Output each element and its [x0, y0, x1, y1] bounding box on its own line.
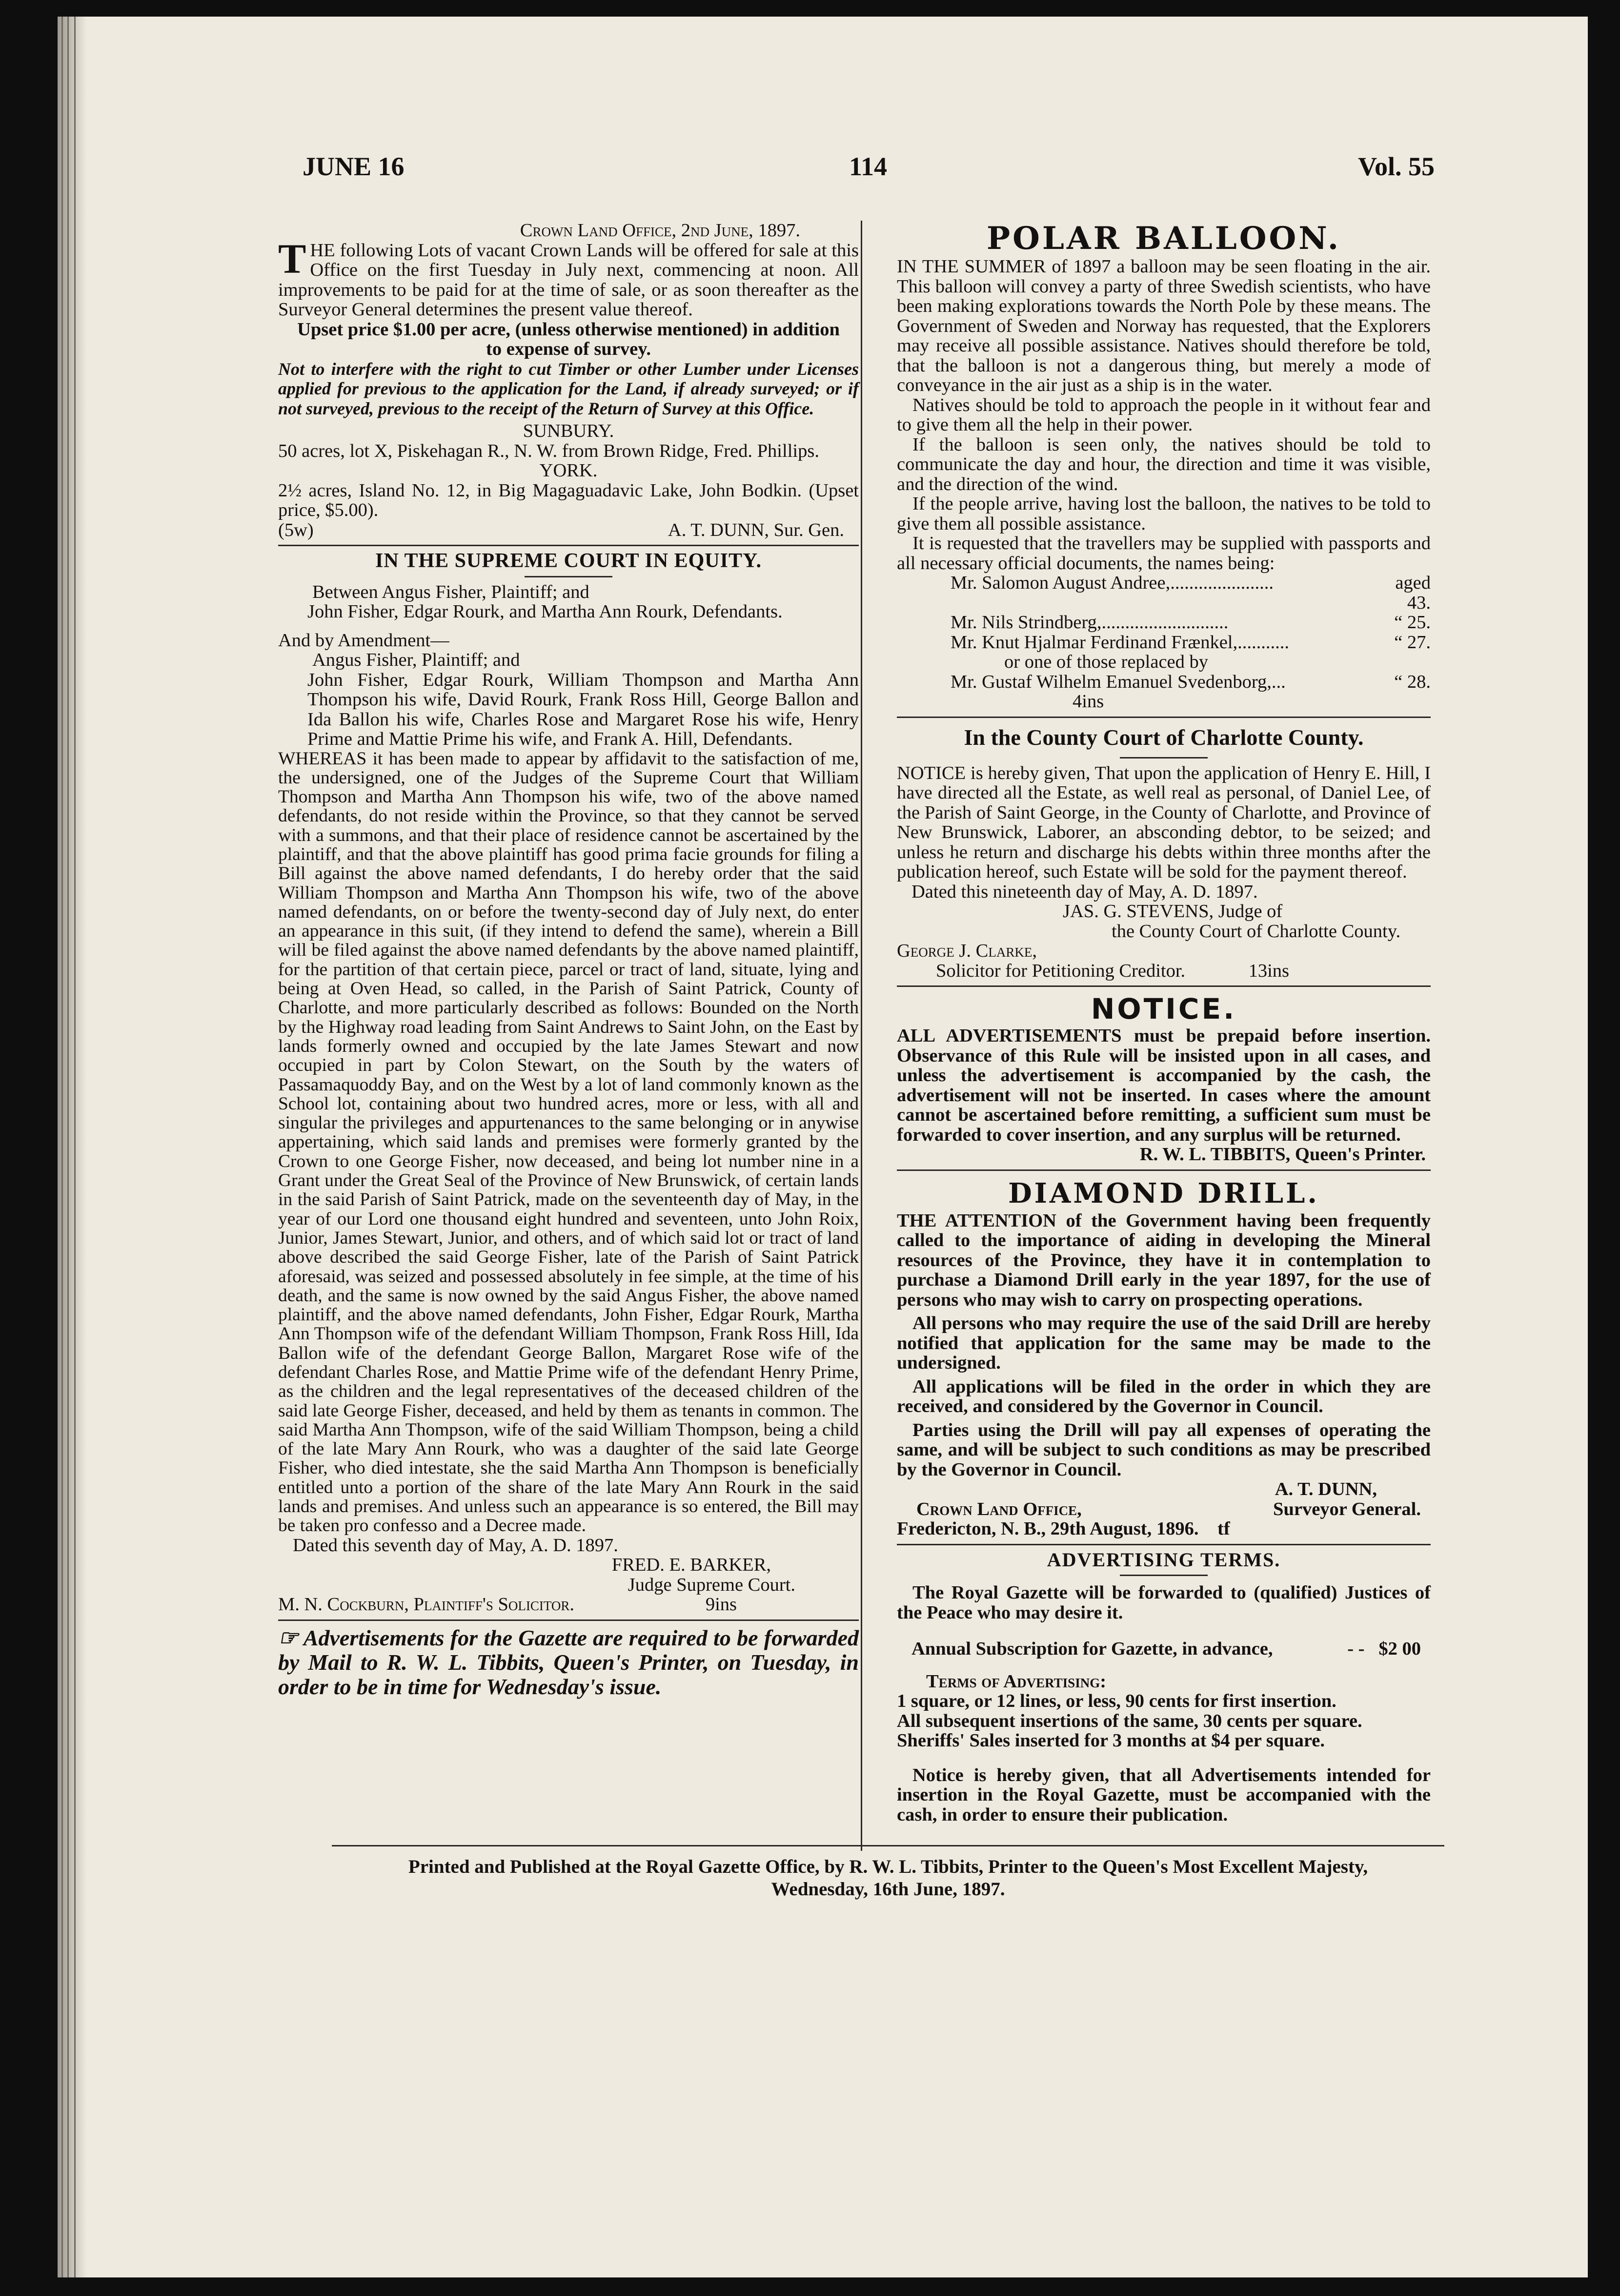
term-line: Sheriffs' Sales inserted for 3 months at $4 per square. [897, 1730, 1325, 1751]
judge-name: FRED. E. BARKER, [611, 1555, 771, 1576]
plaintiff-amended: Angus Fisher, Plaintiff; and [312, 650, 520, 670]
county-body: NOTICE is hereby given, That upon the application of Henry E. Hill, I have directed all the Estate, as well real as personal, of Daniel Lee, of the Parish of Saint George, in the County of Charlotte, and Province of New Brunswick, Laborer, an absconding debtor, to be seized; and unless he return and discharge his debts within three months after the publication hereof, such Estate will be sold for the payment thereof. [897, 762, 1431, 882]
drill-p3: All applications will be filed in the order in which they are received, and considered by the Governor in Council. [897, 1376, 1431, 1416]
notice-body: ALL ADVERTISEMENTS must be prepaid before insertion. Observance of this Rule will be insisted upon in all cases, and unless the advertisement is accompanied by the cash, the advertisement will not be inserted. In cases where the amount cannot be ascertained before remitting, a sufficient sum must be forwarded to cover insertion, and any surplus will be returned. [897, 1025, 1431, 1145]
subscription-label: Annual Subscription for Gazette, in advance, [911, 1639, 1273, 1659]
supreme-court-notice [278, 551, 859, 1615]
explorer-row: or one of those replaced by [1004, 652, 1208, 672]
volume-number: Vol. 55 [1357, 152, 1435, 181]
explorer-list [897, 573, 1431, 692]
drill-signature-title: Surveyor General. [1273, 1498, 1421, 1519]
crown-land-notice [278, 221, 859, 540]
polar-p2: Natives should be told to approach the people in it without fear and to give them all the help in their power. [897, 394, 1431, 435]
creditor-name: George J. Clarke, [897, 941, 1037, 961]
timber-notice: Not to interfere with the right to cut Timber or other Lumber under Licenses applied for previous to the application for the Land, if already surveyed; or if not surveyed, previous to the receipt of the Return of Survey at this Office. [278, 359, 859, 418]
county-sunbury: SUNBURY. [523, 421, 614, 441]
between-line: Between Angus Fisher, Plaintiff; and [312, 581, 589, 602]
left-column [278, 221, 859, 1773]
subscription-dashes: - - [1347, 1639, 1365, 1659]
footer-rule [332, 1845, 1444, 1846]
polar-title: POLAR BALLOON. [987, 220, 1341, 257]
creditor-role: Solicitor for Petitioning Creditor. [936, 960, 1186, 981]
county-title: In the County Court of Charlotte County. [964, 724, 1364, 750]
county-judge: JAS. G. STEVENS, Judge of [1063, 901, 1283, 922]
explorer-row: Mr. Nils Strindberg,........................... “ 25. [951, 612, 1431, 633]
polar-p3: If the balloon is seen only, the natives should be told to communicate the day and hour, the direction and time it was visible, and the direction of the wind. [897, 434, 1431, 494]
insertions: (5w) [278, 519, 314, 540]
terms-heading: Terms of Advertising: [926, 1671, 1107, 1692]
plaintiff-solicitor: M. N. Cockburn, Plaintiff's Solicitor. [278, 1594, 575, 1615]
judge-title: Judge Supreme Court. [628, 1574, 795, 1595]
sale-intro: HE following Lots of vacant Crown Lands will be offered for sale at this Office on the first Tuesday in July next, commencing at noon. All improvements to be paid for at the time of sale, or as soon thereafter as the Surveyor General determines the present value thereof. [278, 240, 859, 320]
right-column [897, 220, 1431, 1825]
prepaid-notice [897, 992, 1431, 1165]
advert-deadline-text: Advertisements for the Gazette are required to be forwarded by Mail to R. W. L. Tibbits, Queen's Printer, on Tuesday, in order to be in time for Wednesday's issue. [278, 1625, 859, 1699]
notice-title: NOTICE. [1091, 992, 1237, 1025]
polar-p1: IN THE SUMMER of 1897 a balloon may be seen floating in the air. This balloon will convey a party of three Swedish scientists, who have been making explorations towards the North Pole by these means. The Government of Sweden and Norway has requested, that the Explorers may receive all possible assistance. Natives should therefore be told, that the balloon is not a dangerous thing, but merely a mode of conveyance in the air just as a ship is in the water. [897, 256, 1431, 395]
defendants-amended: John Fisher, Edgar Rourk, William Thompson and Martha Ann Thompson his wife, David Rourk, Frank Ross Hill, George Ballon and Ida Ballon his wife, Charles Rose and Margaret Rose his wife, Henry Prime and Mattie Prime his wife, and Frank A. Hill, Defendants. [307, 669, 859, 749]
order-body: WHEREAS it has been made to appear by affidavit to the satisfaction of me, the undersigned, one of the Judges of the Supreme Court that William Thompson and Martha Ann Thompson his wife, two of the above named defendants, do not reside within the Province, so that they cannot be served with a summons, and that their place of residence cannot be ascertained by the plaintiff, and that the above plaintiff has good prima facie grounds for filing a Bill against the above named defendants, I do hereby order that the said William Thompson and Martha Ann Thompson his wife, two of the above named defendants, on or before the twenty-second day of July next, do enter an appearance in this suit, (if they intend to defend the same), wherein a Bill will be filed against the above named defendants by the above named plaintiff, for the partition of that certain piece, parcel or tract of land, situate, lying and being at Oven Head, so called, in the Parish of Saint Patrick, County of Charlotte, and more particularly described as follows: Bounded on the North by the Highway road leading from Saint Andrews to Saint John, on the East by lands formerly owned and occupied by the late James Stewart and now occupied in part by Colon Stewart, on the South by the waters of Passamaquoddy Bay, and on the West by a lot of land commonly known as the School lot, containing about two hundred acres, more or less, with all and singular the privileges and appurtenances to the same belonging or in anywise appertaining, which said lands and premises were formerly granted by the Crown to one George Fisher, now deceased, and being lot number nine in a Grant under the Great Seal of the Province of New Brunswick, of certain lands in the said Parish of Saint Patrick, made on the seventeenth day of May, in the year of our Lord one thousand eight hundred and seventeen, unto John Roix, Junior, James Stewart, Junior, and others, and of which said lot or tract of land above described the said George Fisher, late of the Parish of Saint Patrick aforesaid, was seized and possessed absolutely in fee simple, at the time of his death, and the same is now owned by the said Angus Fisher, the above named plaintiff, and the above named defendants, John Fisher, Edgar Rourk, Martha Ann Thompson wife of the defendant William Thompson, Frank Ross Hill, Ida Ballon wife of the defendant George Ballon, Margaret Rose wife of the defendant Charles Rose, and Mattie Prime wife of the defendant Henry Prime, as the children and the legal representatives of the deceased children of the said late George Fisher, deceased, and held by them as tenants in common. The said Martha Ann Thompson, wife of the said William Thompson, being a child of the late Mary Ann Rourk, who was a daughter of the said late George Fisher, who died intestate, she the said Martha Ann Thompson is beneficially entitled unto a portion of the share of the late Mary Ann Rourk in the said lands and premises. And unless such an appearance is so entered, the Bill may be taken pro confesso and a Decree made. [278, 748, 859, 1536]
drill-office: Crown Land Office, [916, 1498, 1082, 1519]
page-edge [61, 17, 63, 2277]
polar-balloon-notice [897, 221, 1431, 712]
signature: A. T. DUNN, Sur. Gen. [668, 519, 844, 540]
section-rule [897, 717, 1431, 718]
drill-place: Fredericton, N. B., 29th August, 1896. [897, 1518, 1199, 1539]
lot-sunbury: 50 acres, lot X, Piskehagan R., N. W. from Brown Ridge, Fred. Phillips. [278, 440, 819, 461]
page-edge [74, 17, 76, 2277]
advertising-terms [897, 1550, 1431, 1825]
terms-p2: Notice is hereby given, that all Advertisements intended for insertion in the Royal Gazette, must be accompanied with the cash, in order to ensure their publication. [897, 1764, 1431, 1825]
imprint-line: Printed and Published at the Royal Gazette Office, by R. W. L. Tibbits, Printer to the Queen's Most Excellent Majesty, [408, 1856, 1368, 1877]
upset-price: Upset price $1.00 per acre, (unless otherwise mentioned) in addition to expense of survey. [297, 319, 840, 359]
amendment: And by Amendment— [278, 630, 449, 651]
dateline: Crown Land Office, 2nd June, 1897. [520, 220, 800, 241]
insertions: 9ins [705, 1594, 737, 1615]
short-rule [525, 576, 612, 577]
page-number: 114 [849, 152, 888, 181]
drill-p1: THE ATTENTION of the Government having been frequently called to the importance of aiding in developing the Mineral resources of the Province, they have it in contemplation to purchase a Diamond Drill early in the year 1897, for the use of persons who may wish to carry on prospecting operations. [897, 1210, 1431, 1310]
polar-p5: It is requested that the travellers may be supplied with passports and all necessary official documents, the names being: [897, 533, 1431, 574]
county-court-notice [897, 723, 1431, 981]
term-line: All subsequent insertions of the same, 30 cents per square. [897, 1710, 1362, 1731]
county-dated: Dated this nineteenth day of May, A. D. 1897. [911, 881, 1258, 902]
section-rule [897, 1544, 1431, 1545]
drill-p2: All persons who may require the use of the said Drill are hereby notified that application for the same may be made to the undersigned. [897, 1313, 1431, 1373]
terms-p1: The Royal Gazette will be forwarded to (qualified) Justices of the Peace who may desire it. [897, 1582, 1431, 1623]
section-rule [897, 1169, 1431, 1171]
imprint-footer [322, 1856, 1454, 1901]
subscription-price: $2 00 [1378, 1639, 1421, 1659]
imprint-date: Wednesday, 16th June, 1897. [771, 1879, 1005, 1900]
short-rule [1120, 1575, 1208, 1576]
drill-title: DIAMOND DRILL. [1008, 1177, 1319, 1210]
defendants: John Fisher, Edgar Rourk, and Martha Ann Rourk, Defendants. [307, 601, 783, 622]
explorer-row: Mr. Knut Hjalmar Ferdinand Frænkel,........... “ 27. [951, 632, 1431, 653]
court-title: IN THE SUPREME COURT IN EQUITY. [375, 550, 762, 572]
insertions: 13ins [1248, 960, 1289, 981]
polar-p4: If the people arrive, having lost the balloon, the natives to be told to give them all possible assistance. [897, 493, 1431, 534]
pointing-hand-icon: ☞ [278, 1625, 299, 1650]
insertions: 4ins [1073, 691, 1104, 712]
lot-york: 2½ acres, Island No. 12, in Big Magaguadavic Lake, John Bodkin. (Upset price, $5.00). [278, 480, 859, 520]
diamond-drill-notice [897, 1176, 1431, 1539]
till-forbid: tf [1217, 1518, 1230, 1539]
issue-date: JUNE 16 [303, 152, 405, 181]
drop-cap: T [278, 235, 306, 282]
order-dated: Dated this seventh day of May, A. D. 1897. [293, 1535, 618, 1556]
section-rule [278, 545, 859, 546]
advert-deadline [278, 1626, 859, 1699]
short-rule [1120, 757, 1208, 758]
explorer-row: Mr. Gustaf Wilhelm Emanuel Svedenborg,... “ 28. [951, 671, 1431, 692]
page-edge [67, 17, 69, 2277]
drill-signature: A. T. DUNN, [1275, 1479, 1377, 1499]
term-line: 1 square, or 12 lines, or less, 90 cents for first insertion. [897, 1691, 1336, 1711]
section-rule [278, 1620, 859, 1621]
drill-p4: Parties using the Drill will pay all expenses of operating the same, and will be subject to such conditions as may be prescribed by the Governor in Council. [897, 1419, 1431, 1480]
notice-signature: R. W. L. TIBBITS, Queen's Printer. [1139, 1144, 1426, 1165]
county-york: YORK. [539, 460, 598, 481]
terms-title: ADVERTISING TERMS. [1047, 1548, 1281, 1571]
page-header [303, 151, 1435, 190]
county-judge-title: the County Court of Charlotte County. [1112, 921, 1401, 942]
explorer-row: Mr. Salomon August Andree,...................... aged 43. [951, 573, 1431, 613]
section-rule [897, 985, 1431, 987]
column-divider [861, 221, 862, 1851]
